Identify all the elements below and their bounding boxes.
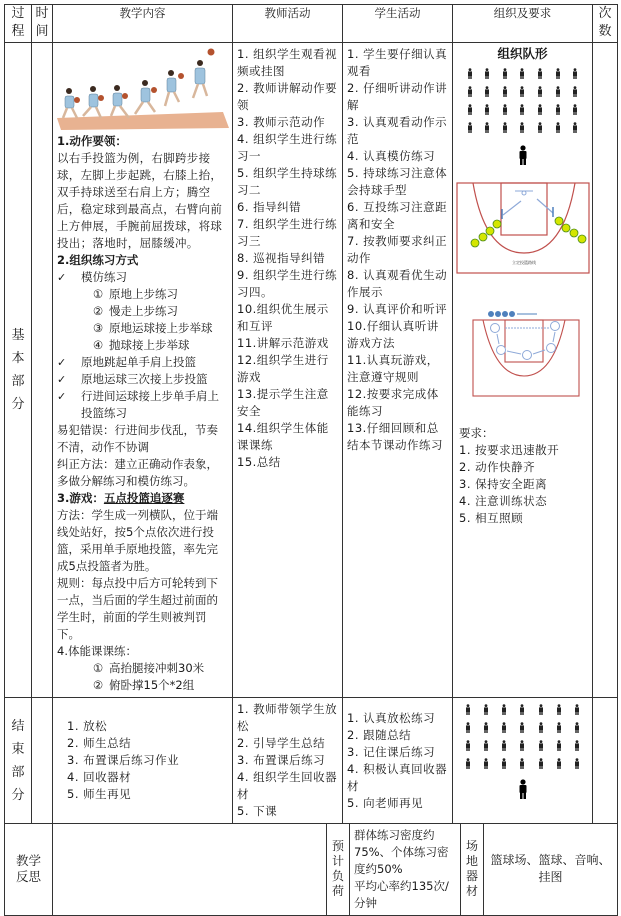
teacher-figure-icon xyxy=(455,145,590,165)
list-item: 5. 向老师再见 xyxy=(347,795,424,810)
lesson-plan-page xyxy=(4,4,617,910)
list-item: 4. 注意训练状态 xyxy=(459,494,548,508)
student-figure-icon xyxy=(550,740,568,751)
correction-methods: 纠正方法：建立正确动作表象，多做分解练习和模仿练习。 xyxy=(57,457,218,488)
lesson-plan-table xyxy=(4,4,618,824)
student-figure-icon xyxy=(477,740,495,751)
imitation-item: ② 慢走上步练习 xyxy=(92,304,178,318)
list-item: 10.组织优生展示和互评 xyxy=(237,302,329,333)
list-item: 12.按要求完成体能练习 xyxy=(347,387,439,418)
list-item: 13.提示学生注意安全 xyxy=(237,387,329,418)
list-item: 2. 跟随总结 xyxy=(347,727,412,742)
list-item: 6. 互投练习注意距离和安全 xyxy=(347,200,448,231)
student-figure-icon xyxy=(496,86,514,97)
basic-part-time xyxy=(32,43,53,698)
equipment-label: 场地器材 xyxy=(461,823,484,915)
basic-part-row xyxy=(5,43,618,698)
list-item: 6. 指导纠错 xyxy=(237,200,302,214)
list-item: 8. 巡视指导纠错 xyxy=(237,251,326,265)
section1-text: 以右手投篮为例，右脚跨步接球，左脚上步起跳，右膝上抬，双手持球送至右肩上方；腾空后，稳定球到最高点，右臂向前上方伸展，手腕前屈拨球，将球投出；落地时，屈膝缓冲。 xyxy=(57,151,223,250)
list-item: 11.讲解示范游戏 xyxy=(237,336,329,350)
list-item: 3. 布置课后练习作业 xyxy=(67,753,180,767)
end-teacher-list xyxy=(237,701,338,820)
check-icon: ✓ xyxy=(57,373,67,386)
section2-title: 2.组织练习方式 xyxy=(57,253,139,267)
list-item: 12.组织学生进行游戏 xyxy=(237,353,329,384)
reflection-label: 教学反思 xyxy=(5,823,53,915)
student-activity-list xyxy=(347,46,448,454)
student-figure-icon xyxy=(514,122,532,133)
list-item: 7. 组织学生进行练习三 xyxy=(237,217,338,248)
student-figure-icon xyxy=(479,68,497,79)
student-formation-grid xyxy=(453,698,592,769)
list-item: 1. 认真放松练习 xyxy=(347,710,436,725)
list-item: 1. 按要求迅速散开 xyxy=(459,443,560,457)
student-figure-icon xyxy=(532,758,550,769)
header-student-activity: 学生活动 xyxy=(343,5,453,43)
student-figure-icon xyxy=(550,722,568,733)
list-item: 2. 仔细听讲动作讲解 xyxy=(347,81,448,112)
list-item: 1. 组织学生观看视频或挂图 xyxy=(237,47,338,78)
student-figure-icon xyxy=(549,122,567,133)
check-item: ✓ 原地运球三次接上步投篮 xyxy=(57,372,208,386)
student-figure-icon xyxy=(461,122,479,133)
basic-teacher-activities xyxy=(233,43,343,698)
common-errors: 易犯错误：行进间步伐乱，节奏不清，动作不协调 xyxy=(57,423,218,454)
student-figure-icon xyxy=(532,704,550,715)
list-item: 3. 布置课后练习 xyxy=(237,753,326,767)
student-figure-icon xyxy=(566,104,584,115)
student-figure-icon xyxy=(479,122,497,133)
student-figure-icon xyxy=(568,722,586,733)
end-content-list xyxy=(67,718,228,803)
list-item: 3. 认真观看动作示范 xyxy=(347,115,448,146)
list-item: 4. 组织学生回收器材 xyxy=(237,770,338,801)
game-rules: 规则：每点投中后方可轮转到下一点，当后面的学生超过前面的学生时，前面的学生则被判罚下。 xyxy=(57,576,218,641)
end-organization xyxy=(453,698,593,824)
basic-part-count xyxy=(593,43,618,698)
list-item: 4. 组织学生进行练习一 xyxy=(237,132,338,163)
student-figure-icon xyxy=(550,758,568,769)
header-teacher-activity: 教师活动 xyxy=(233,5,343,43)
student-figure-icon xyxy=(568,740,586,751)
list-item: 5. 持球练习注意体会持球手型 xyxy=(347,166,448,197)
list-item: 4. 回收器材 xyxy=(67,770,132,784)
footer-table xyxy=(4,823,618,916)
equipment-text: 篮球场、篮球、音响、挂图 xyxy=(484,823,618,915)
section4-title: 4.体能课课练： xyxy=(57,644,137,658)
list-item: 5. 师生再见 xyxy=(67,787,132,801)
header-organization: 组织及要求 xyxy=(453,5,593,43)
imitation-item: ③ 原地运球接上步举球 xyxy=(92,321,213,335)
list-item: 9. 认真评价和听评 xyxy=(347,302,448,316)
student-figure-icon xyxy=(566,86,584,97)
student-figure-icon xyxy=(496,68,514,79)
student-figure-icon xyxy=(514,104,532,115)
section1-title: 1.动作要领： xyxy=(57,134,127,148)
student-figure-icon xyxy=(513,758,531,769)
list-item: 10.仔细认真听讲游戏方法 xyxy=(347,319,439,350)
list-item: 2. 师生总结 xyxy=(67,736,132,750)
student-figure-icon xyxy=(531,68,549,79)
header-row xyxy=(5,5,618,43)
student-figure-icon xyxy=(479,86,497,97)
student-figure-icon xyxy=(479,104,497,115)
list-item: 5. 相互照顾 xyxy=(459,511,524,525)
load-text: 群体练习密度约75%、个体练习密度约50% 平均心率约135次/分钟 xyxy=(350,823,461,915)
layup-sequence-image xyxy=(57,46,228,131)
requirements-list xyxy=(455,442,590,527)
student-figure-icon xyxy=(531,104,549,115)
end-student-list xyxy=(347,710,448,812)
list-item: 1. 放松 xyxy=(67,719,108,733)
student-figure-icon xyxy=(459,722,477,733)
list-item: 2. 教师讲解动作要领 xyxy=(237,81,338,112)
check-icon: ✓ xyxy=(57,356,67,369)
teacher-figure-icon xyxy=(453,779,592,799)
student-figure-icon xyxy=(495,722,513,733)
load-label: 预计负荷 xyxy=(327,823,350,915)
student-figure-icon xyxy=(568,758,586,769)
student-figure-icon xyxy=(495,704,513,715)
student-figure-icon xyxy=(496,104,514,115)
list-item: 3. 教师示范动作 xyxy=(237,115,326,129)
student-figure-icon xyxy=(459,758,477,769)
student-figure-icon xyxy=(514,68,532,79)
reflection-text[interactable] xyxy=(53,823,327,915)
list-item: 1. 学生要仔细认真观看 xyxy=(347,47,448,78)
student-figure-icon xyxy=(550,704,568,715)
list-item: 11.认真玩游戏，注意遵守规则 xyxy=(347,353,439,384)
student-figure-icon xyxy=(549,86,567,97)
check-icon: ✓ xyxy=(57,390,67,403)
list-item: 3. 记住课后练习 xyxy=(347,744,436,759)
end-part-label: 结束部分 xyxy=(5,698,32,824)
student-figure-icon xyxy=(495,758,513,769)
header-count: 次数 xyxy=(593,5,618,43)
header-process: 过程 xyxy=(5,5,32,43)
student-figure-icon xyxy=(477,758,495,769)
end-part-count xyxy=(593,698,618,824)
end-content xyxy=(53,698,233,824)
list-item: 1. 教师带领学生放松 xyxy=(237,702,338,733)
imitation-item: ① 原地上步练习 xyxy=(92,287,178,301)
court-diagram-2 xyxy=(455,300,590,415)
student-figure-icon xyxy=(495,740,513,751)
student-figure-icon xyxy=(513,740,531,751)
student-figure-icon xyxy=(461,86,479,97)
check-item: ✓ 原地跳起单手肩上投篮 xyxy=(57,355,196,369)
student-figure-icon xyxy=(477,722,495,733)
list-item: 2. 动作快静齐 xyxy=(459,460,536,474)
check-icon: ✓ xyxy=(57,271,67,284)
basic-part-content xyxy=(53,43,233,698)
fitness-item: ① 高抬腿接冲刺30米 xyxy=(92,661,205,675)
list-item: 4. 认真模仿练习 xyxy=(347,149,436,163)
student-figure-icon xyxy=(461,104,479,115)
list-item: 3. 保持安全距离 xyxy=(459,477,548,491)
fitness-item: ② 俯卧撑15个*2组 xyxy=(92,678,195,692)
list-item: 8. 认真观看优生动作展示 xyxy=(347,268,448,299)
student-figure-icon xyxy=(566,122,584,133)
student-figure-icon xyxy=(514,86,532,97)
student-figure-icon xyxy=(459,704,477,715)
check-item: ✓ 行进间运球接上步单手肩上投篮练习 xyxy=(57,389,219,420)
student-figure-icon xyxy=(496,122,514,133)
student-figure-icon xyxy=(532,740,550,751)
student-figure-icon xyxy=(549,68,567,79)
end-part-time xyxy=(32,698,53,824)
student-figure-icon xyxy=(531,86,549,97)
student-figure-icon xyxy=(459,740,477,751)
court-diagram-1 xyxy=(455,181,590,282)
list-item: 5. 组织学生持球练习二 xyxy=(237,166,338,197)
list-item: 5. 下课 xyxy=(237,804,278,818)
list-item: 13.仔细回顾和总结本节课动作练习 xyxy=(347,421,443,452)
end-teacher-activities xyxy=(233,698,343,824)
requirements-title: 要求： xyxy=(459,426,494,440)
student-figure-icon xyxy=(513,704,531,715)
teacher-activity-list xyxy=(237,46,338,471)
student-figure-icon xyxy=(513,722,531,733)
end-part-row xyxy=(5,698,618,824)
basic-student-activities xyxy=(343,43,453,698)
header-time: 时间 xyxy=(32,5,53,43)
student-figure-icon xyxy=(549,104,567,115)
list-item: 4. 积极认真回收器材 xyxy=(347,761,448,793)
basic-organization xyxy=(453,43,593,698)
imitation-practice: ✓ 模仿练习 xyxy=(57,270,127,284)
student-figure-icon xyxy=(531,122,549,133)
end-student-activities xyxy=(343,698,453,824)
list-item: 14.组织学生体能课课练 xyxy=(237,421,329,452)
section3-title: 3.游戏：五点投篮追逐赛 xyxy=(57,491,185,505)
game-method: 方法：学生成一列横队，位于端线处站好，按5个点依次进行投篮，采用单手原地投篮，率先完成5点投篮者为胜。 xyxy=(57,508,218,573)
formation-title: 组织队形 xyxy=(497,46,548,61)
student-figure-icon xyxy=(532,722,550,733)
student-figure-icon xyxy=(477,704,495,715)
list-item: 2. 引导学生总结 xyxy=(237,736,326,750)
header-content: 教学内容 xyxy=(53,5,233,43)
basic-part-label: 基本部分 xyxy=(5,43,32,698)
svg-text:立定投篮路线: 立定投篮路线 xyxy=(512,260,536,265)
student-formation-grid xyxy=(455,62,590,133)
list-item: 7. 按教师要求纠正动作 xyxy=(347,234,448,265)
student-figure-icon xyxy=(566,68,584,79)
list-item: 9. 组织学生进行练习四。 xyxy=(237,268,338,299)
list-item: 15.总结 xyxy=(237,455,281,469)
student-figure-icon xyxy=(568,704,586,715)
student-figure-icon xyxy=(461,68,479,79)
imitation-item: ④ 抛球接上步举球 xyxy=(92,338,190,352)
